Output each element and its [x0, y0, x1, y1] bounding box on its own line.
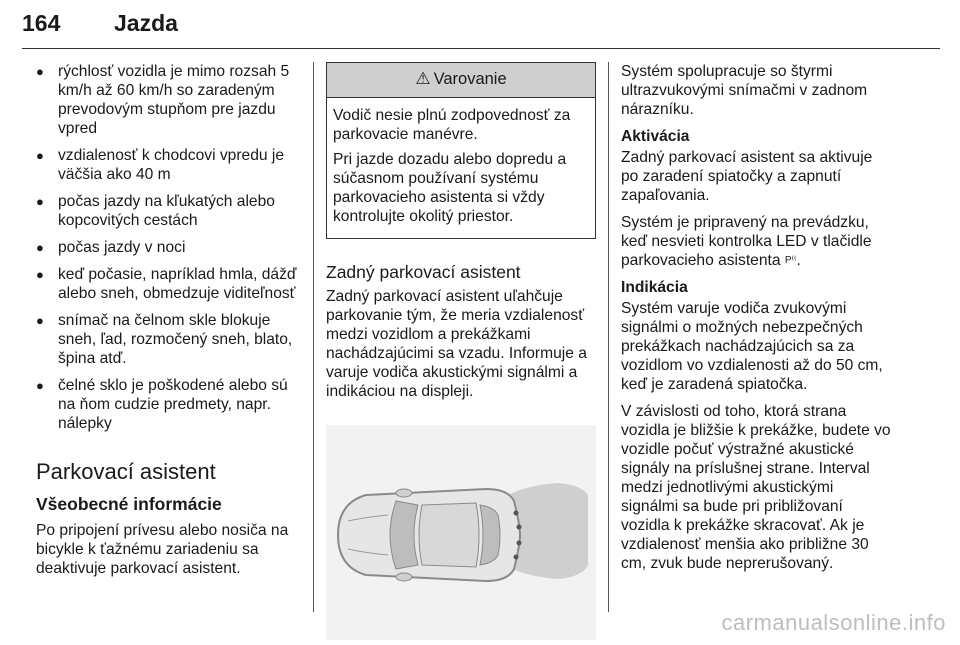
- activation-paragraph: Zadný parkovací asistent sa aktivuje po zaradení spiatočky a zapnutí zapaľovania.: [621, 149, 873, 204]
- warning-paragraph: Pri jazde dozadu alebo dopredu a súčasnom používaní systému parkovacieho asistenta si vždy kontrolujte okolitý priestor.: [333, 151, 567, 225]
- list-item: ● rýchlosť vozidla je mimo rozsah 5 km/h až 60 km/h so zaradeným prevodovým stupňom pre jazdu vpred: [36, 62, 302, 138]
- section-title: Parkovací asistent: [36, 459, 216, 484]
- warning-paragraph: Vodič nesie plnú zodpovednosť za parkovacie manévre.: [333, 107, 571, 143]
- column-left: [36, 62, 302, 586]
- activation-status-paragraph: [621, 213, 891, 270]
- column-right: [621, 62, 891, 581]
- park-assist-button-icon: P⁽⁽: [784, 255, 797, 266]
- list-item: ● snímač na čelnom skle blokuje sneh, ľad, rozmočený sneh, blato, špina atď.: [36, 311, 302, 368]
- activation-status-end: .: [796, 252, 801, 269]
- activation-status-text: Systém je pripravený na prevádzku, keď nesvieti kontrolka LED v tlačidle parkovacieho asistenta: [621, 214, 872, 269]
- condition-list: [36, 62, 302, 433]
- column-divider-1: [313, 62, 314, 612]
- car-sensor-illustration: [326, 425, 596, 640]
- indication-paragraph: Systém varuje vodiča zvukovými signálmi o možných nebezpečných prekážkach nachádzajúcich sa za vozidlom vo vzdialenosti až do 50 cm, keď je zaradená spiatočka.: [621, 300, 883, 393]
- list-item: ● čelné sklo je poškodené alebo sú na ňom cudzie predmety, napr. nálepky: [36, 376, 302, 433]
- list-item: ● počas jazdy v noci: [36, 238, 302, 257]
- indication-heading: Indikácia: [621, 279, 688, 296]
- indication-detail-paragraph: V závislosti od toho, ktorá strana vozidla je bližšie k prekážke, budete vo vozidle počuť výstražné akustické signály na príslušnej strane. Interval medzi jednotlivými akustickými signálmi sa bude pri približovaní vozidla k prekážke skracovať. Ak je vzdialenosť menšia ako približne 30 cm, zvuk bude neprerušovaný.: [621, 403, 891, 572]
- warning-triangle-icon: ⚠: [415, 69, 431, 88]
- watermark: carmanualsonline.info: [721, 610, 946, 635]
- subsection-title: Všeobecné informácie: [36, 494, 222, 514]
- list-item: ● vzdialenosť k chodcovi vpredu je väčšia ako 40 m: [36, 146, 302, 184]
- car-icon: [338, 489, 522, 581]
- list-item: ● počas jazdy na kľukatých alebo kopcovitých cestách: [36, 192, 302, 230]
- warning-body: [327, 98, 595, 238]
- header-rule: [22, 48, 940, 49]
- general-info-paragraph: Po pripojení prívesu alebo nosiča na bicykle k ťažnému zariadeniu sa deaktivuje parkovací asistent.: [36, 522, 289, 577]
- page-number: 164: [22, 10, 61, 36]
- warning-box: [326, 62, 596, 239]
- warning-title: Varovanie: [433, 70, 507, 88]
- column-divider-2: [608, 62, 609, 612]
- page-header: [22, 6, 942, 46]
- column-middle: [326, 62, 596, 645]
- warning-header: [327, 63, 595, 98]
- activation-heading: Aktivácia: [621, 128, 690, 145]
- intro-paragraph: Systém spolupracuje so štyrmi ultrazvukovými snímačmi v zadnom nárazníku.: [621, 63, 868, 118]
- rear-park-assist-paragraph: Zadný parkovací asistent uľahčuje parkovanie tým, že meria vzdialenosť medzi vozidlom a prekážkami nachádzajúcimi sa vzadu. Informuje a varuje vodiča akustickými signálmi a indikáciou na displeji.: [326, 288, 587, 400]
- list-item: ● keď počasie, napríklad hmla, dážď alebo sneh, obmedzuje viditeľnosť: [36, 265, 302, 303]
- rear-park-assist-heading: Zadný parkovací asistent: [326, 262, 521, 282]
- chapter-title: Jazda: [114, 10, 178, 36]
